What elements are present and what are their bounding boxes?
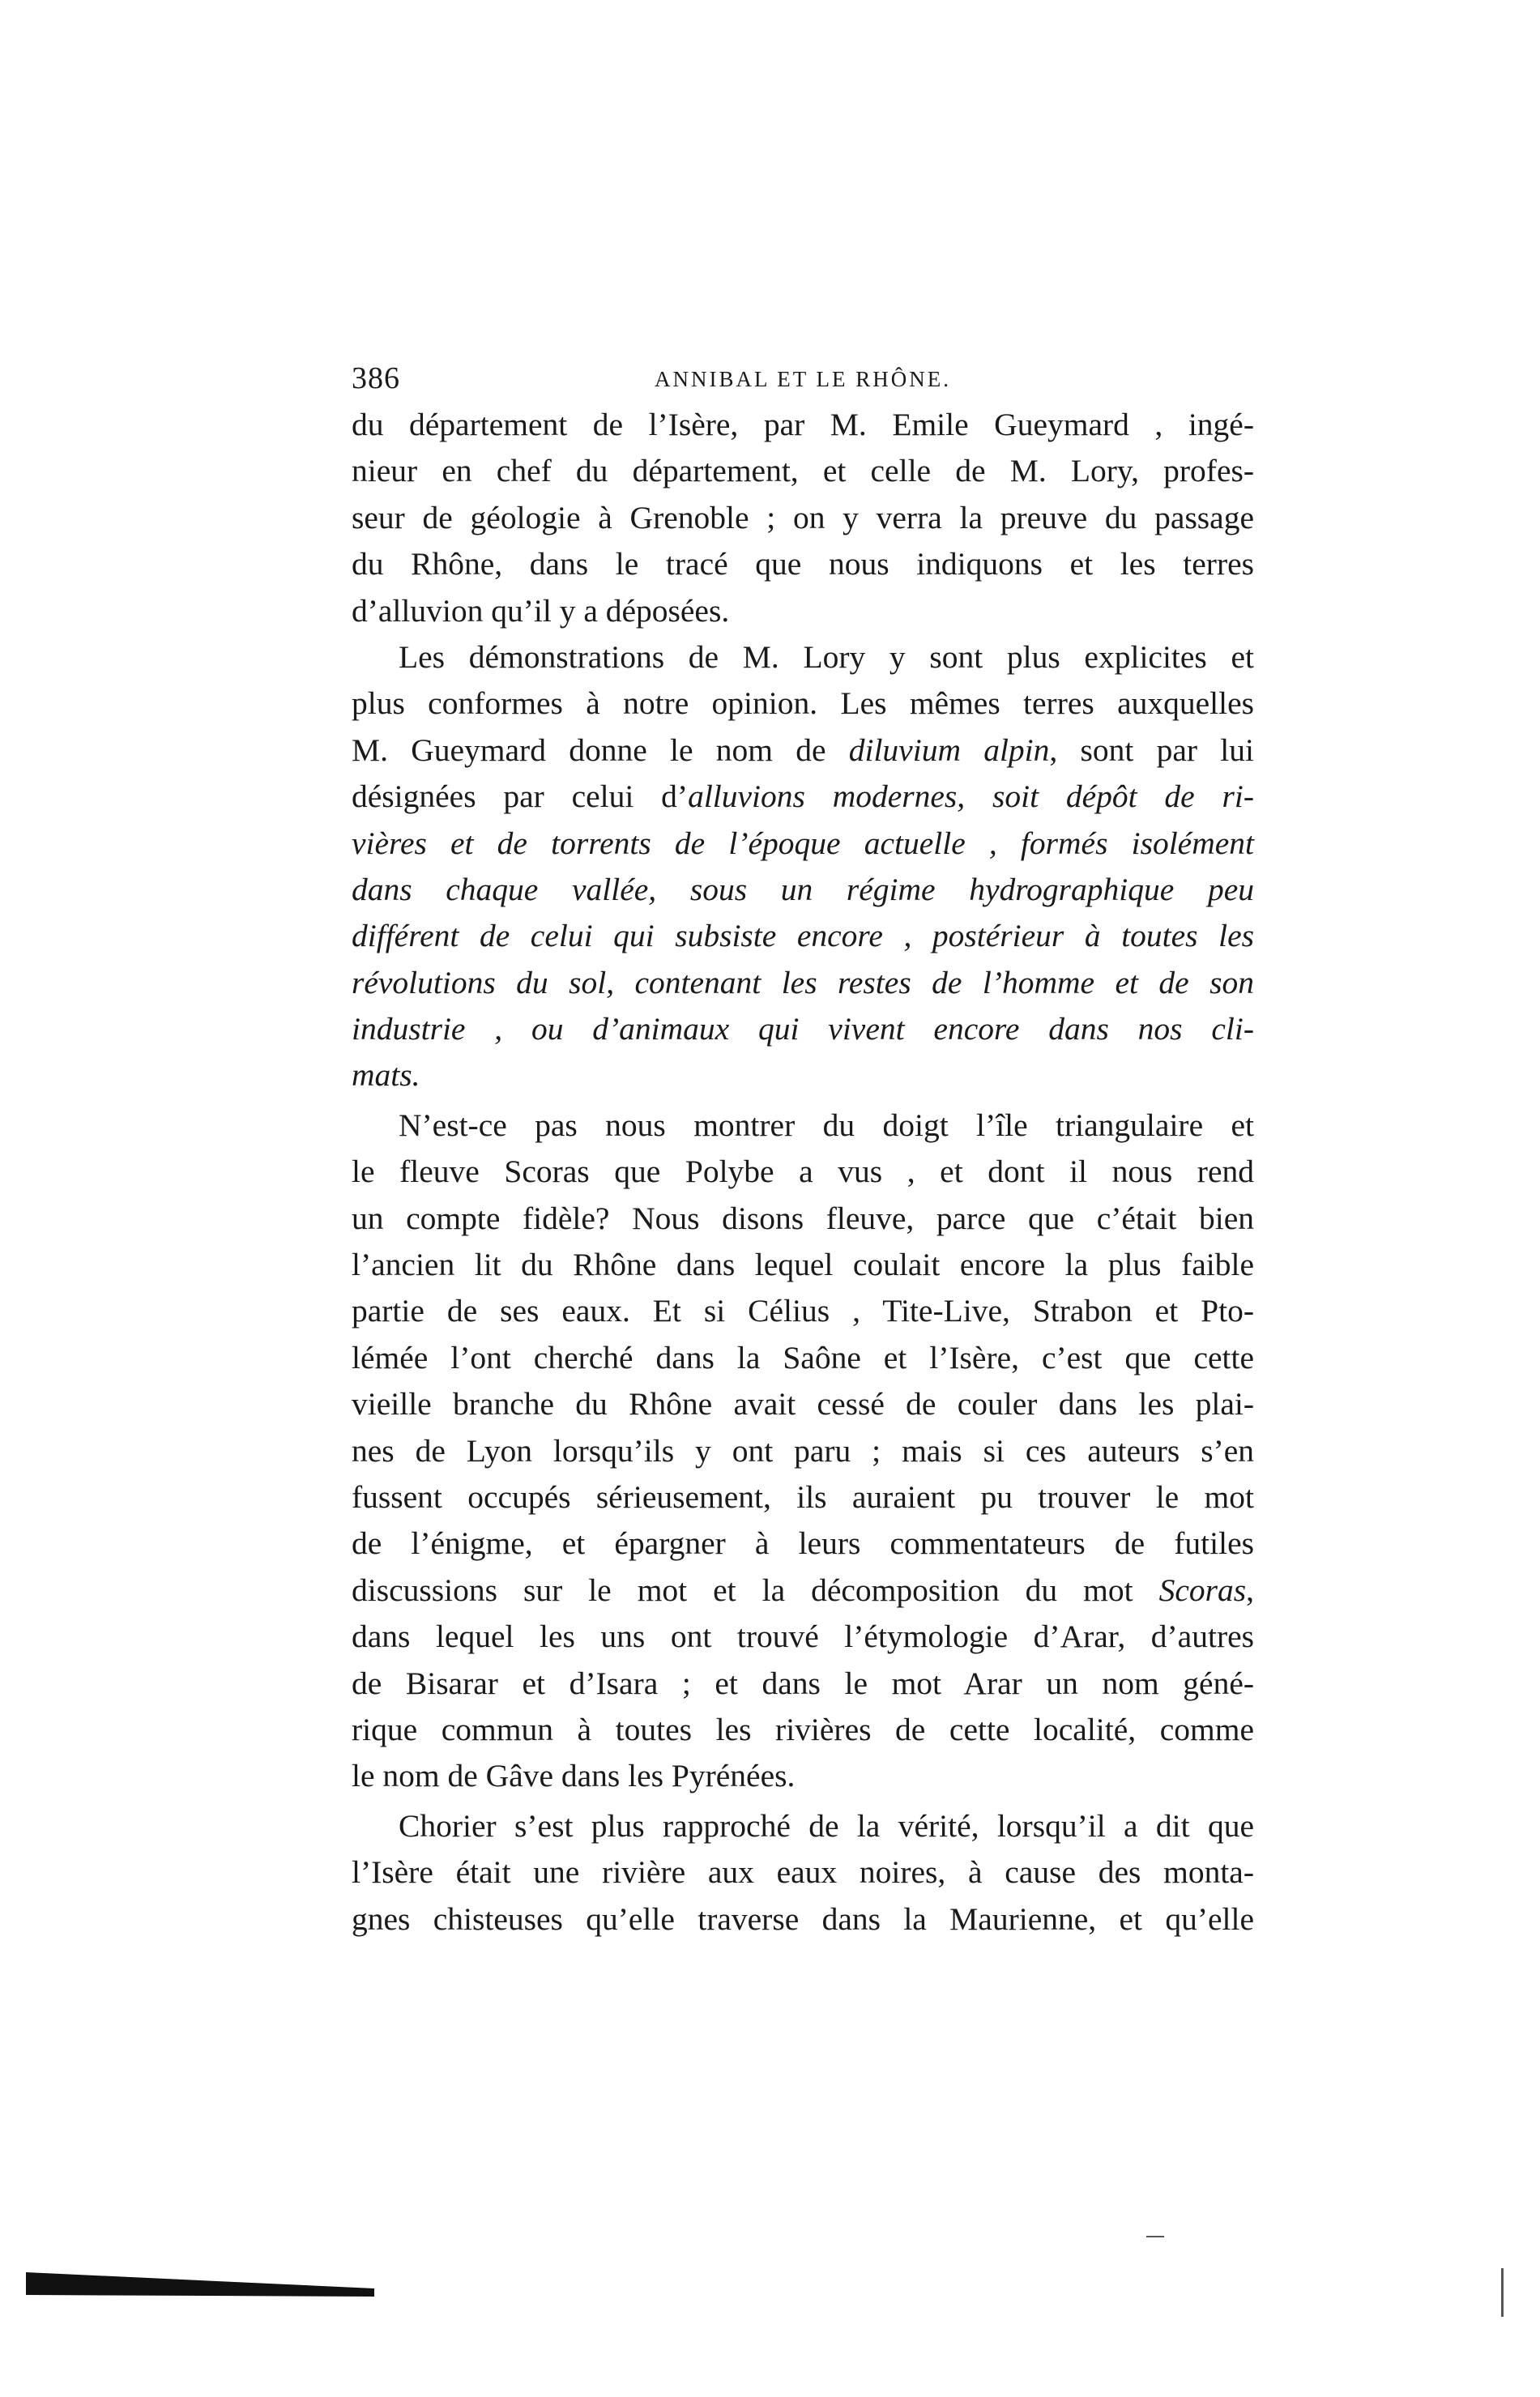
text-segment: M. Gueymard donne le nom de xyxy=(352,731,849,768)
text-line xyxy=(352,1521,1254,1567)
text-line xyxy=(352,867,1254,913)
text-segment: le nom de Gâve dans les Pyrénées. xyxy=(352,1758,796,1794)
text-line xyxy=(352,1753,1254,1799)
text-segment: plus conformes à notre opinion. Les mêmes terres auxquelles xyxy=(352,685,1254,722)
text-segment: un compte fidèle? Nous disons fleuve, parce que c’était bien xyxy=(352,1200,1254,1236)
text-line xyxy=(352,821,1254,867)
text-segment: du Rhône, dans le tracé que nous indiquons et les terres xyxy=(352,546,1254,582)
page-header xyxy=(352,358,1254,399)
text-line xyxy=(352,541,1254,587)
text-line xyxy=(352,1849,1254,1896)
text-line xyxy=(352,1288,1254,1334)
text-line xyxy=(352,402,1254,448)
text-line xyxy=(352,960,1254,1006)
italic-text-segment: Scoras xyxy=(1158,1572,1247,1608)
text-line xyxy=(352,1896,1254,1943)
text-segment: nieur en chef du département, et celle de M. Lory, profes- xyxy=(352,453,1254,489)
text-line xyxy=(352,913,1254,959)
text-segment: Chorier s’est plus rapproché de la vérité, lorsqu’il a dit que xyxy=(399,1807,1254,1844)
text-line xyxy=(352,727,1254,774)
text-line xyxy=(352,1661,1254,1707)
text-line xyxy=(352,774,1254,820)
text-line xyxy=(352,1335,1254,1381)
text-line xyxy=(352,1428,1254,1474)
text-segment: fussent occupés sérieusement, ils auraient pu trouver le mot xyxy=(352,1478,1254,1515)
text-segment: , xyxy=(1246,1572,1254,1608)
text-line xyxy=(352,1474,1254,1521)
text-segment: de l’énigme, et épargner à leurs commentateurs de futiles xyxy=(352,1525,1254,1562)
text-segment: , sont par lui xyxy=(1049,731,1255,768)
text-line xyxy=(352,1103,1254,1149)
text-line xyxy=(352,1006,1254,1052)
text-line xyxy=(352,1614,1254,1660)
page-number: 386 xyxy=(352,361,400,395)
body-text xyxy=(352,402,1254,1943)
text-line xyxy=(352,1803,1254,1849)
italic-text-segment: industrie , ou d’animaux qui vivent encore dans nos cli- xyxy=(352,1011,1254,1047)
text-segment: dans lequel les uns ont trouvé l’étymologie d’Arar, d’autres xyxy=(352,1619,1254,1655)
text-line xyxy=(352,1381,1254,1427)
text-segment: de Bisarar et d’Isara ; et dans le mot Arar un nom géné- xyxy=(352,1665,1254,1701)
scan-mark xyxy=(1501,2268,1504,2317)
italic-text-segment: dans chaque vallée, sous un régime hydrographique peu xyxy=(352,871,1254,907)
text-segment: seur de géologie à Grenoble ; on y verra la preuve du passage xyxy=(352,499,1254,535)
text-segment: l’Isère était une rivière aux eaux noires, à cause des monta- xyxy=(352,1854,1254,1891)
scan-mark xyxy=(1146,2236,1164,2237)
text-segment: lémée l’ont cherché dans la Saône et l’Isère, c’est que cette xyxy=(352,1339,1254,1376)
text-line xyxy=(352,680,1254,727)
text-line xyxy=(352,448,1254,494)
text-line xyxy=(352,1052,1254,1098)
italic-text-segment: mats. xyxy=(352,1057,420,1094)
text-segment: gnes chisteuses qu’elle traverse dans la Maurienne, et qu’elle xyxy=(352,1900,1254,1937)
running-head: ANNIBAL ET LE RHÔNE. xyxy=(655,367,951,391)
italic-text-segment: révolutions du sol, contenant les restes de l’homme et de son xyxy=(352,964,1254,1000)
italic-text-segment: diluvium alpin xyxy=(848,731,1050,768)
text-line xyxy=(352,634,1254,680)
italic-text-segment: alluvions modernes, soit dépôt de ri- xyxy=(688,778,1254,815)
text-line xyxy=(352,1196,1254,1242)
text-segment: N’est-ce pas nous montrer du doigt l’île triangulaire et xyxy=(399,1107,1254,1143)
text-segment: Les démonstrations de M. Lory y sont plus explicites et xyxy=(399,638,1254,675)
text-segment: nes de Lyon lorsqu’ils y ont paru ; mais si ces auteurs s’en xyxy=(352,1432,1254,1469)
text-segment: du département de l’Isère, par M. Emile Gueymard , ingé- xyxy=(352,407,1254,442)
text-line xyxy=(352,1707,1254,1753)
text-segment: le fleuve Scoras que Polybe a vus , et dont il nous rend xyxy=(352,1154,1254,1190)
text-segment: l’ancien lit du Rhône dans lequel coulait encore la plus faible xyxy=(352,1247,1254,1283)
text-segment: rique commun à toutes les rivières de cette localité, comme xyxy=(352,1711,1254,1747)
text-line xyxy=(352,495,1254,541)
text-segment: discussions sur le mot et la décomposition du mot xyxy=(352,1572,1159,1608)
text-segment: d’alluvion qu’il y a déposées. xyxy=(352,592,730,629)
scan-smear-mark xyxy=(26,2264,374,2297)
text-segment: vieille branche du Rhône avait cessé de couler dans les plai- xyxy=(352,1386,1254,1422)
italic-text-segment: différent de celui qui subsiste encore , postérieur à toutes les xyxy=(352,918,1254,954)
text-line xyxy=(352,1567,1254,1614)
text-segment: désignées par celui d’ xyxy=(352,778,689,815)
text-line xyxy=(352,1149,1254,1195)
text-line xyxy=(352,588,1254,634)
text-line xyxy=(352,1242,1254,1288)
text-segment: partie de ses eaux. Et si Célius , Tite-Live, Strabon et Pto- xyxy=(352,1293,1254,1329)
italic-text-segment: vières et de torrents de l’époque actuelle , formés isolément xyxy=(352,825,1254,861)
